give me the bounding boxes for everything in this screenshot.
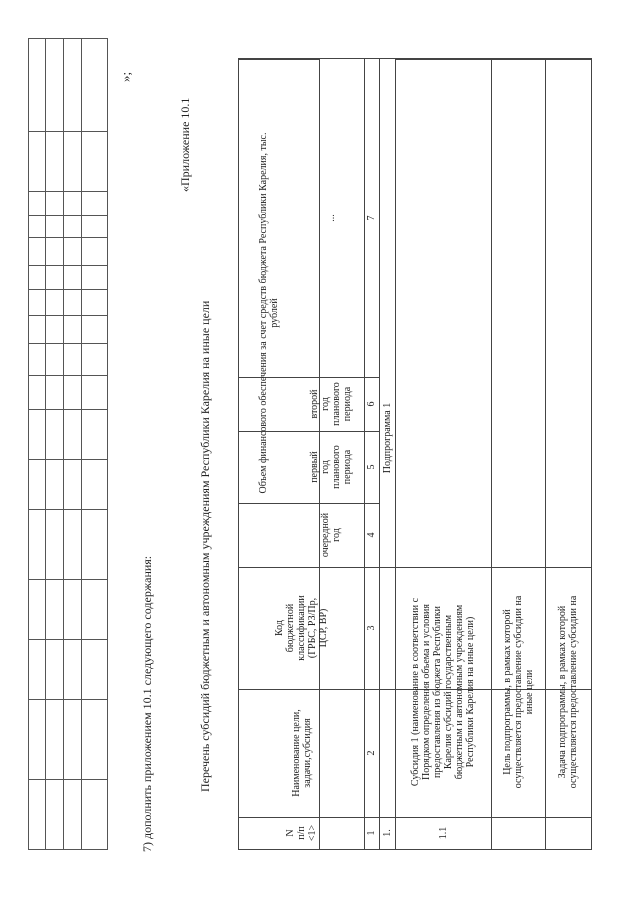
section-label: Подпрограмма 1	[381, 402, 393, 474]
task-text: Задача подпрограммы, в рамках которой осуществляется предоставление субсидии на	[557, 595, 579, 789]
header-code: Код бюджетной классификации (ГРБС, РЗ/Пр, ЦСР, ВР)	[274, 595, 329, 661]
index-5: 5	[366, 464, 377, 470]
index-7: 7	[366, 215, 377, 221]
previous-table-grid	[28, 38, 108, 850]
goal-text: Цель подпрограммы, в рамках которой осуществляется предоставление субсидии на иные цели	[501, 595, 535, 789]
subsidy-name: Субсидия 1 (наименование в соответствии с Порядком определения объема и условия предоставления из бюджета Республики Карелия субсидий государственным бюджетным и автономным учреждениям Республики Карелия на иные цели)	[410, 597, 476, 787]
header-etc: ...	[325, 214, 337, 222]
header-second-plan-year: второй год планового периода	[309, 382, 353, 426]
index-6: 6	[366, 401, 377, 407]
list-title: Перечень субсидий бюджетным и автономным учреждениям Республики Карелия на иные цели	[198, 300, 212, 792]
header-number: N п/п <1>	[285, 824, 318, 842]
section-number: 1.	[381, 829, 393, 837]
header-name: Наименование цели, задачи,субсидия	[290, 709, 313, 797]
closing-mark: »;	[118, 71, 133, 82]
subsidies-table	[238, 58, 592, 850]
index-1: 1	[366, 830, 377, 836]
appendix-title: «Приложение 10.1	[178, 97, 192, 192]
index-2: 2	[366, 750, 377, 756]
header-first-plan-year: первый год планового периода	[309, 445, 353, 489]
header-current-year: очередной год	[320, 512, 342, 558]
intro-line: 7) дополнить приложением 10.1 следующего содержания:	[140, 555, 154, 852]
subsidy-number: 1.1	[437, 826, 449, 840]
index-3: 3	[366, 625, 377, 631]
header-funding: Объем финансового обеспечения за счет средств бюджета Республики Карелия, тыс. рублей	[258, 132, 280, 494]
index-4: 4	[366, 532, 377, 538]
